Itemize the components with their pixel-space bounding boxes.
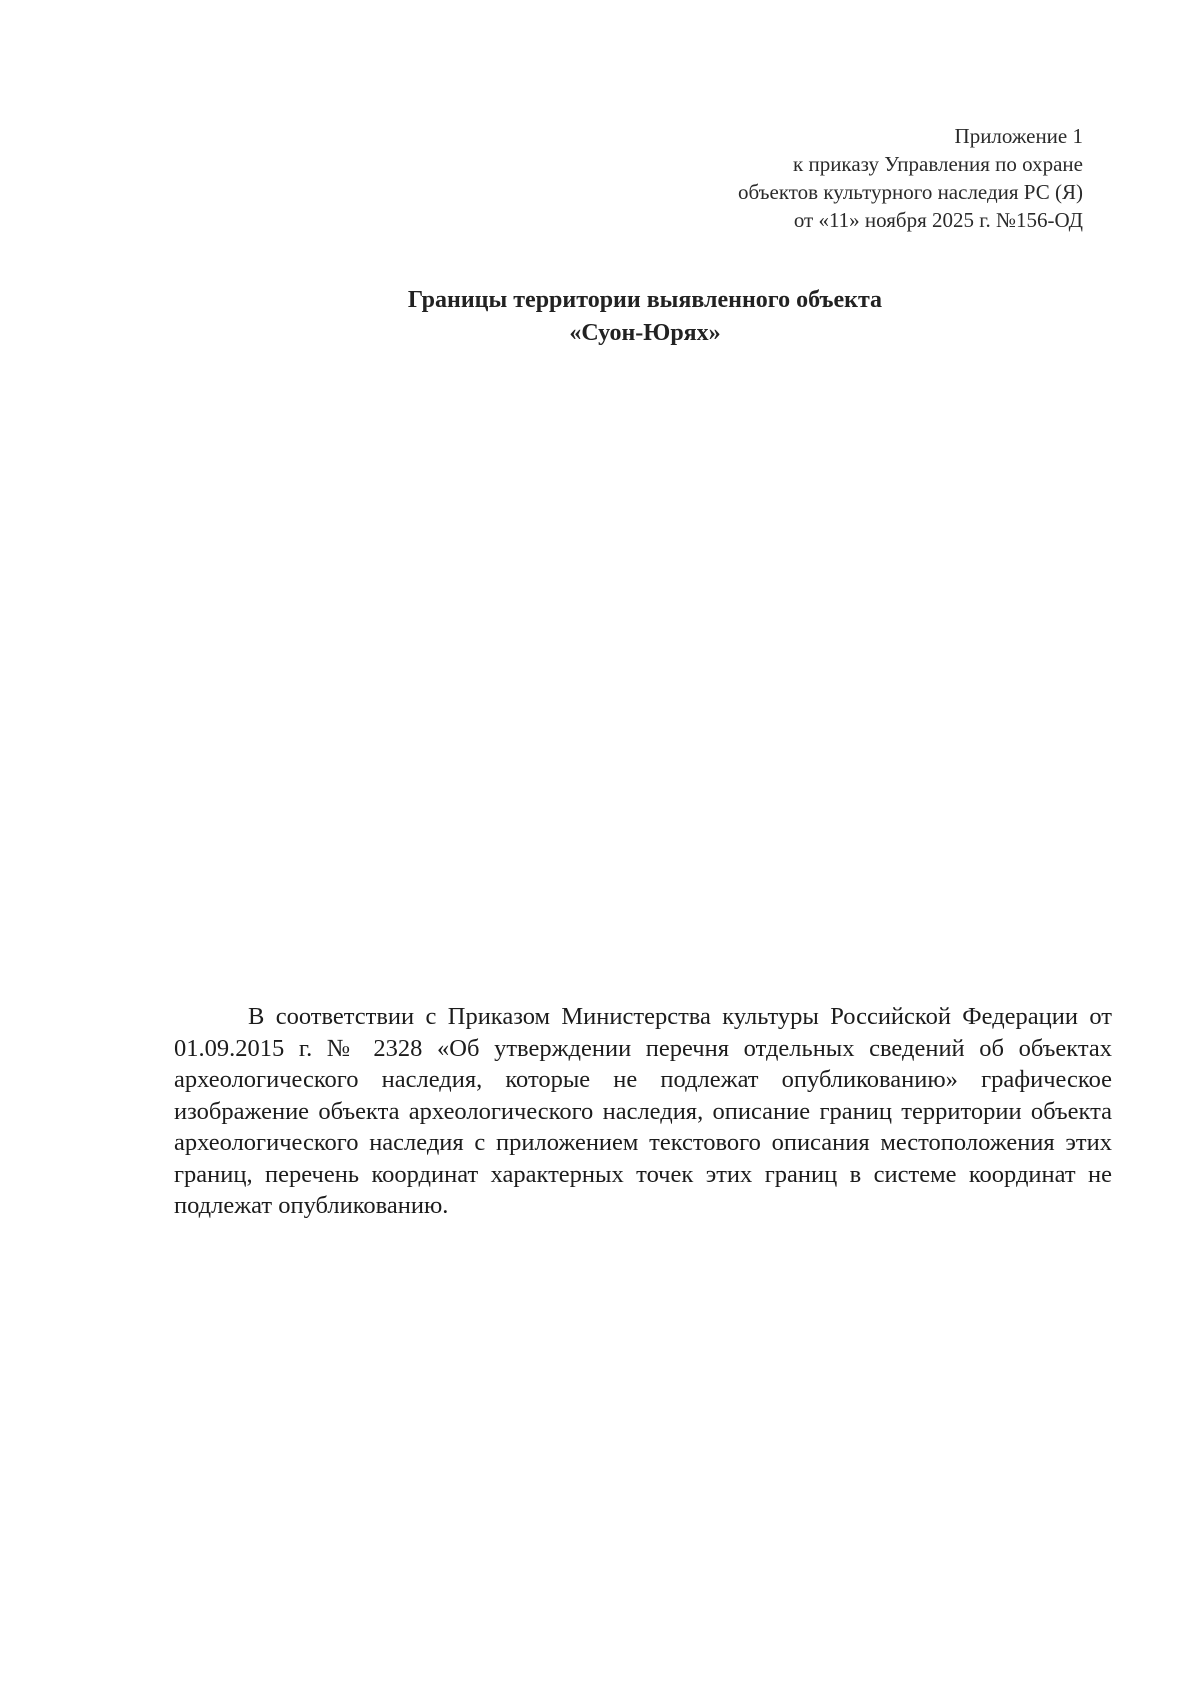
title-line-2: «Суон-Юрях» — [569, 320, 721, 346]
appendix-header — [738, 122, 1083, 234]
appendix-order-date: от «11» ноября 2025 г. №156-ОД — [793, 208, 1083, 232]
appendix-authority: объектов культурного наследия РС (Я) — [738, 180, 1083, 204]
appendix-number: Приложение 1 — [954, 124, 1083, 148]
title-line-1: Границы территории выявленного объекта — [407, 287, 883, 313]
appendix-order-reference: к приказу Управления по охране — [793, 152, 1083, 176]
body-paragraph: В соответствии с Приказом Министерства культуры Российской Федерации от 01.09.2015 г. № 2328 «Об утверждении перечня отдельных сведений об объектах археологического наследия, которые не подлежат опубликованию» графическое изображение объекта археологического наследия, описание границ территории объекта археологического наследия с приложением текстового описания местоположения этих границ, перечень координат характерных точек этих границ в системе координат не подлежат опубликованию. — [174, 1003, 1112, 1219]
document-title — [0, 284, 1200, 350]
